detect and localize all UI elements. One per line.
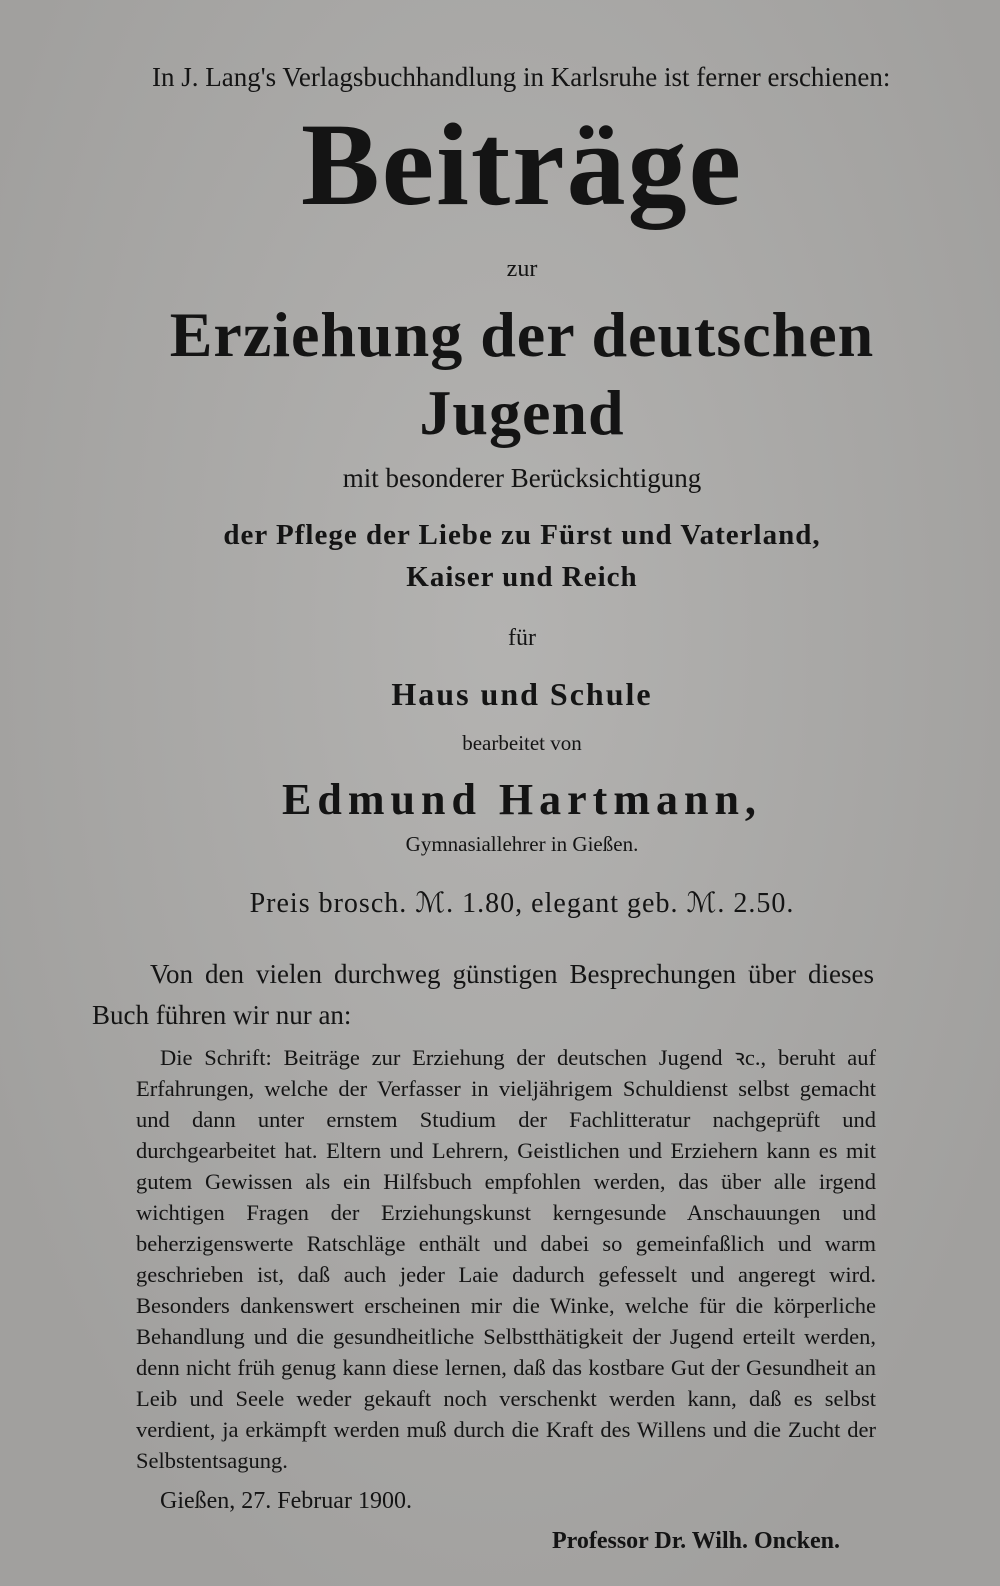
review-signature: Professor Dr. Wilh. Oncken. bbox=[551, 1528, 840, 1554]
author-name: Edmund Hartmann, bbox=[282, 775, 762, 824]
subtitle-theme-line-2: Kaiser und Reich bbox=[406, 561, 638, 593]
author-prefix: bearbeitet von bbox=[462, 731, 582, 755]
title-block bbox=[92, 100, 952, 924]
subtitle-note: mit besonderer Berücksichtigung bbox=[342, 463, 702, 493]
review-quote: Die Schrift: Beiträge zur Erziehung der deutschen Jugend ꝛc., beruht auf Erfahrungen, welche der Verfasser in vieljährigem Schuldienst selbst gemacht und dann unter ernstem Studium der Fachlitteratur nachgeprüft und durchgearbeitet hat. Eltern und Lehrern, Geistlichen und Erziehern kann es mit gutem Gewissen als ein Hilfsbuch empfohlen werden, das über alle irgend wichtigen Fragen der Erziehungskunst kerngesunde Anschauungen und beherzigenswerte Ratschläge enthält und dabei so gemeinfaßlich und warm geschrieben ist, daß auch jeder Laie dadurch gefesselt und angeregt wird. Besonders dankenswert erscheinen mir die Winke, welche für die körperliche Behandlung und die gesundheitliche Selbstthätigkeit der Jugend erteilt werden, denn nicht früh genug kann diese lernen, daß das kostbare Gut der Gesundheit an Leib und Seele weder gekauft noch verschenkt werden kann, daß es selbst verdient, ja erkämpft werden muß durch die Kraft des Willens und die Zucht der Selbstentsagung. bbox=[136, 1045, 876, 1473]
publisher-intro: In J. Lang's Verlagsbuchhandlung in Karlsruhe ist ferner erschienen: bbox=[152, 62, 891, 92]
price-line: Preis brosch. ℳ. 1.80, elegant geb. ℳ. 2.50. bbox=[249, 888, 795, 919]
title-connector: zur bbox=[506, 256, 538, 282]
author-role: Gymnasiallehrer in Gießen. bbox=[405, 832, 639, 856]
book-title: Beiträge bbox=[301, 99, 743, 230]
review-date: Gießen, 27. Februar 1900. bbox=[160, 1488, 412, 1514]
book-subtitle: Erziehung der deutschen Jugend bbox=[169, 299, 875, 448]
reviews-intro: Von den vielen durchweg günstigen Besprechungen über dieses Buch führen wir nur an: bbox=[92, 959, 874, 1030]
audience-connector: für bbox=[508, 625, 536, 651]
audience: Haus und Schule bbox=[391, 676, 653, 712]
subtitle-theme-line-1: der Pflege der Liebe zu Fürst und Vaterland, bbox=[223, 519, 821, 551]
